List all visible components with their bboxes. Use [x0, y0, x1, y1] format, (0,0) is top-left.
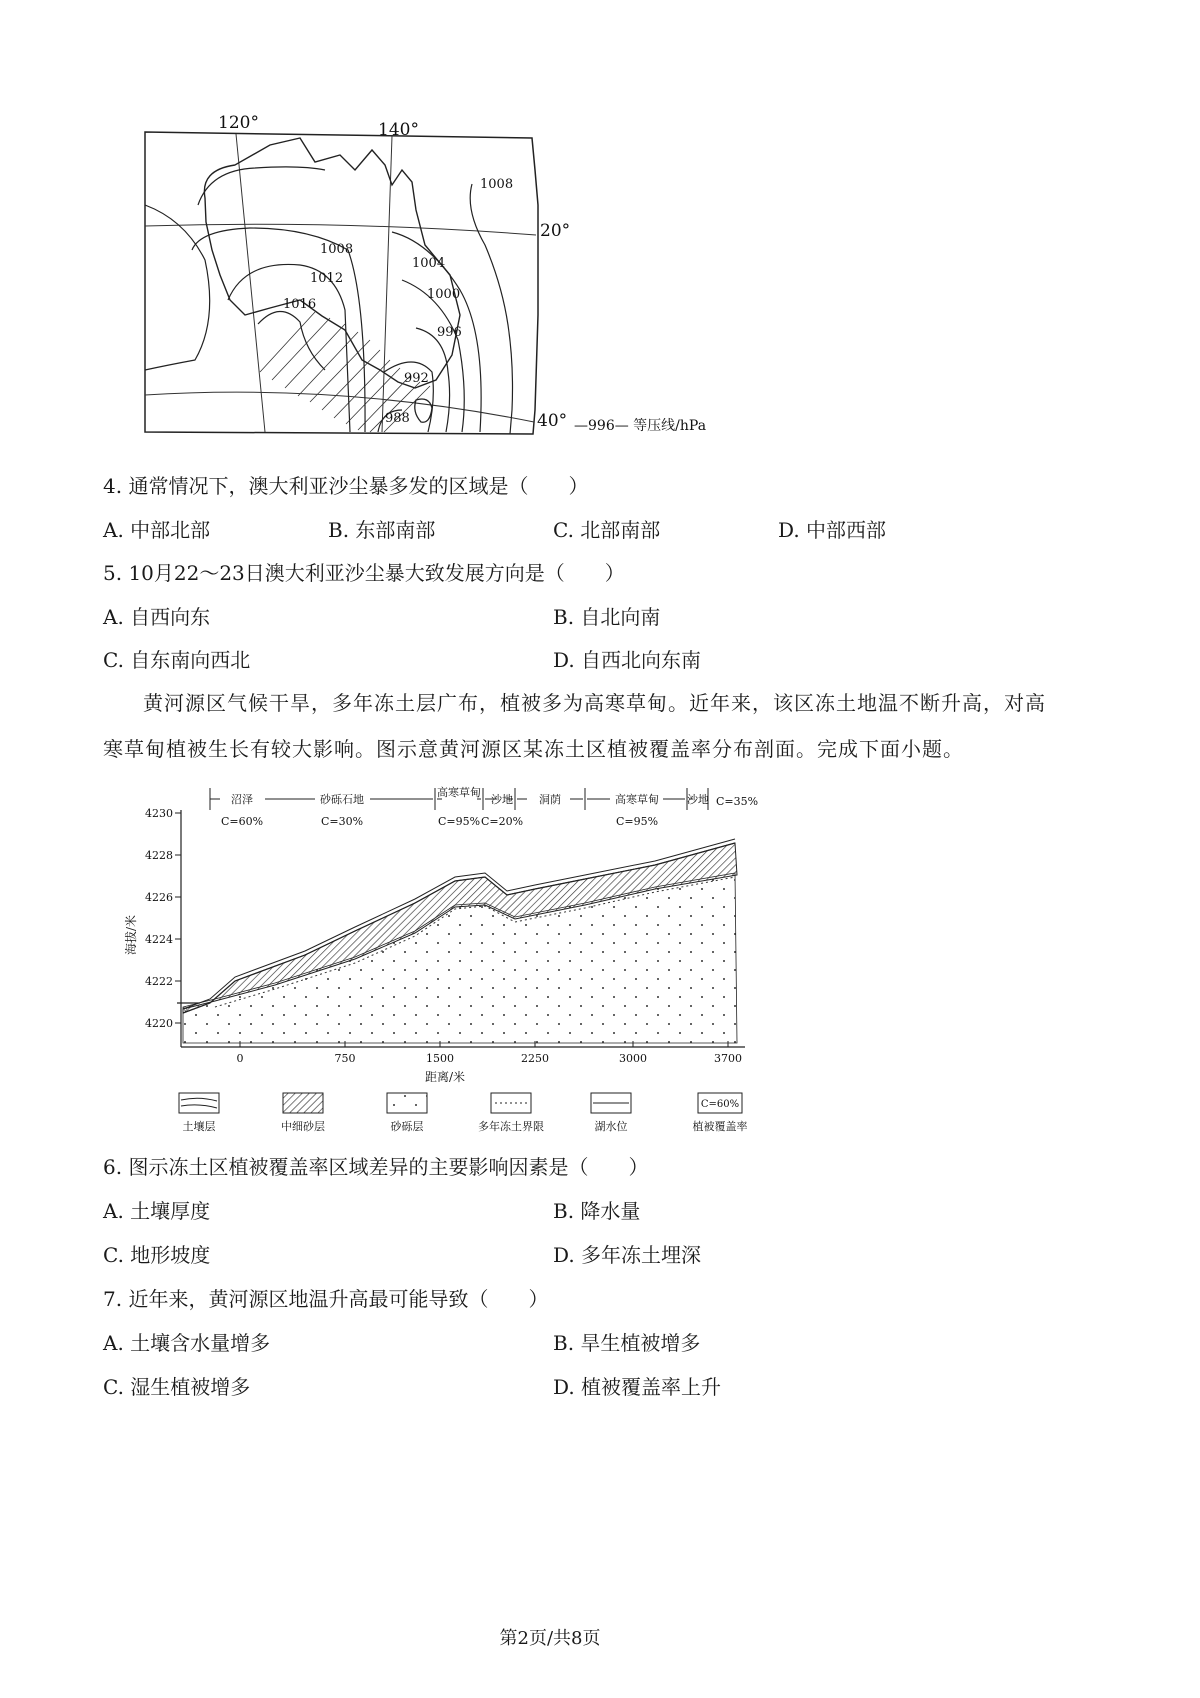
question-6: 6. 图示冻土区植被覆盖率区域差异的主要影响因素是（ ）: [103, 1155, 649, 1179]
map-legend: —996— 等压线/hPa: [574, 418, 707, 434]
q4-option-c[interactable]: C. 北部南部: [553, 518, 661, 542]
q7-option-b[interactable]: B. 旱生植被增多: [553, 1331, 701, 1355]
zone-name: 洞荫: [539, 793, 561, 806]
zone-cover: C=95%: [437, 815, 481, 828]
y-tick: 4220: [145, 1017, 173, 1030]
q4-option-a[interactable]: A. 中部北部: [103, 518, 211, 542]
q6-option-a[interactable]: A. 土壤厚度: [103, 1199, 211, 1223]
isobar-label: 1012: [310, 271, 344, 286]
isobar-label: 996: [437, 325, 462, 340]
q5-option-c[interactable]: C. 自东南向西北: [103, 648, 251, 672]
q6-option-b[interactable]: B. 降水量: [553, 1199, 641, 1223]
x-tick: 2250: [521, 1052, 549, 1065]
q6-option-d[interactable]: D. 多年冻土埋深: [553, 1243, 702, 1267]
question-7: 7. 近年来，黄河源区地温升高最可能导致（ ）: [103, 1287, 549, 1311]
zone-name: 砂砾石地: [320, 793, 364, 806]
legend-label: 中细砂层: [281, 1120, 325, 1133]
legend-label: 砂砾层: [390, 1120, 424, 1133]
zone-cover: C=35%: [715, 795, 759, 808]
y-axis-label: 海拔/米: [124, 914, 138, 956]
zone-name: 沙地: [491, 793, 513, 806]
isobar-label: 992: [404, 371, 429, 386]
isobar-label: 1008: [320, 242, 354, 257]
zone-cover: C=60%: [220, 815, 264, 828]
x-axis-label: 距离/米: [424, 1070, 466, 1084]
zone-cover: C=20%: [480, 815, 524, 828]
x-tick: 3700: [714, 1052, 742, 1065]
isobar-label: 988: [385, 411, 410, 426]
zone-cover: C=30%: [320, 815, 364, 828]
q7-option-d[interactable]: D. 植被覆盖率上升: [553, 1375, 722, 1399]
q4-option-b[interactable]: B. 东部南部: [328, 518, 436, 542]
permafrost-profile: [115, 785, 765, 1135]
zone-name: 沼泽: [231, 793, 253, 806]
lat-label: 20°: [540, 221, 571, 241]
q5-option-b[interactable]: B. 自北向南: [553, 605, 661, 629]
x-tick: 750: [334, 1052, 356, 1065]
q7-option-a[interactable]: A. 土壤含水量增多: [103, 1331, 271, 1355]
lat-label: 40°: [537, 411, 568, 431]
zone-name: 沙地: [687, 793, 709, 806]
legend-label: 多年冻土界限: [478, 1120, 544, 1133]
legend-label: 土壤层: [182, 1120, 216, 1133]
y-tick: 4226: [145, 891, 173, 904]
svg-text:▿: ▿: [183, 1005, 188, 1015]
y-tick: 4224: [145, 933, 173, 946]
legend-label: 湖水位: [594, 1120, 628, 1133]
lon-label: 140°: [378, 120, 419, 140]
isobar-label: 1016: [283, 297, 317, 312]
isobar-label: 1000: [427, 287, 461, 302]
legend-sample: C=60%: [700, 1099, 740, 1110]
zone-cover: C=95%: [615, 815, 659, 828]
lon-label: 120°: [218, 113, 259, 133]
q6-option-c[interactable]: C. 地形坡度: [103, 1243, 211, 1267]
page-footer: 第2页/共8页: [499, 1628, 601, 1649]
isobar-label: 1004: [412, 256, 446, 271]
q5-option-d[interactable]: D. 自西北向东南: [553, 648, 702, 672]
q5-option-a[interactable]: A. 自西向东: [103, 605, 211, 629]
legend-label: 植被覆盖率: [692, 1120, 748, 1133]
x-tick: 3000: [619, 1052, 647, 1065]
question-4: 4. 通常情况下，澳大利亚沙尘暴多发的区域是（ ）: [103, 474, 589, 498]
x-tick: 1500: [426, 1052, 454, 1065]
q4-option-d[interactable]: D. 中部西部: [778, 518, 887, 542]
zone-name: 高寒草甸: [437, 786, 481, 799]
passage: 黄河源区气候干旱，多年冻土层广布，植被多为高寒草甸。近年来，该区冻土地温不断升高，对高寒草甸植被生长有较大影响。图示意黄河源区某冻土区植被覆盖率分布剖面。完成下面小题。: [103, 691, 1046, 761]
y-tick: 4228: [145, 849, 173, 862]
q7-option-c[interactable]: C. 湿生植被增多: [103, 1375, 251, 1399]
isobar-label: 1008: [480, 177, 514, 192]
y-tick: 4222: [145, 975, 173, 988]
x-tick: 0: [236, 1052, 244, 1065]
zone-name: 高寒草甸: [615, 793, 659, 806]
question-5: 5. 10月22～23日澳大利亚沙尘暴大致发展方向是（ ）: [103, 561, 625, 585]
isobar-map: [140, 110, 740, 450]
y-tick: 4230: [145, 807, 173, 820]
